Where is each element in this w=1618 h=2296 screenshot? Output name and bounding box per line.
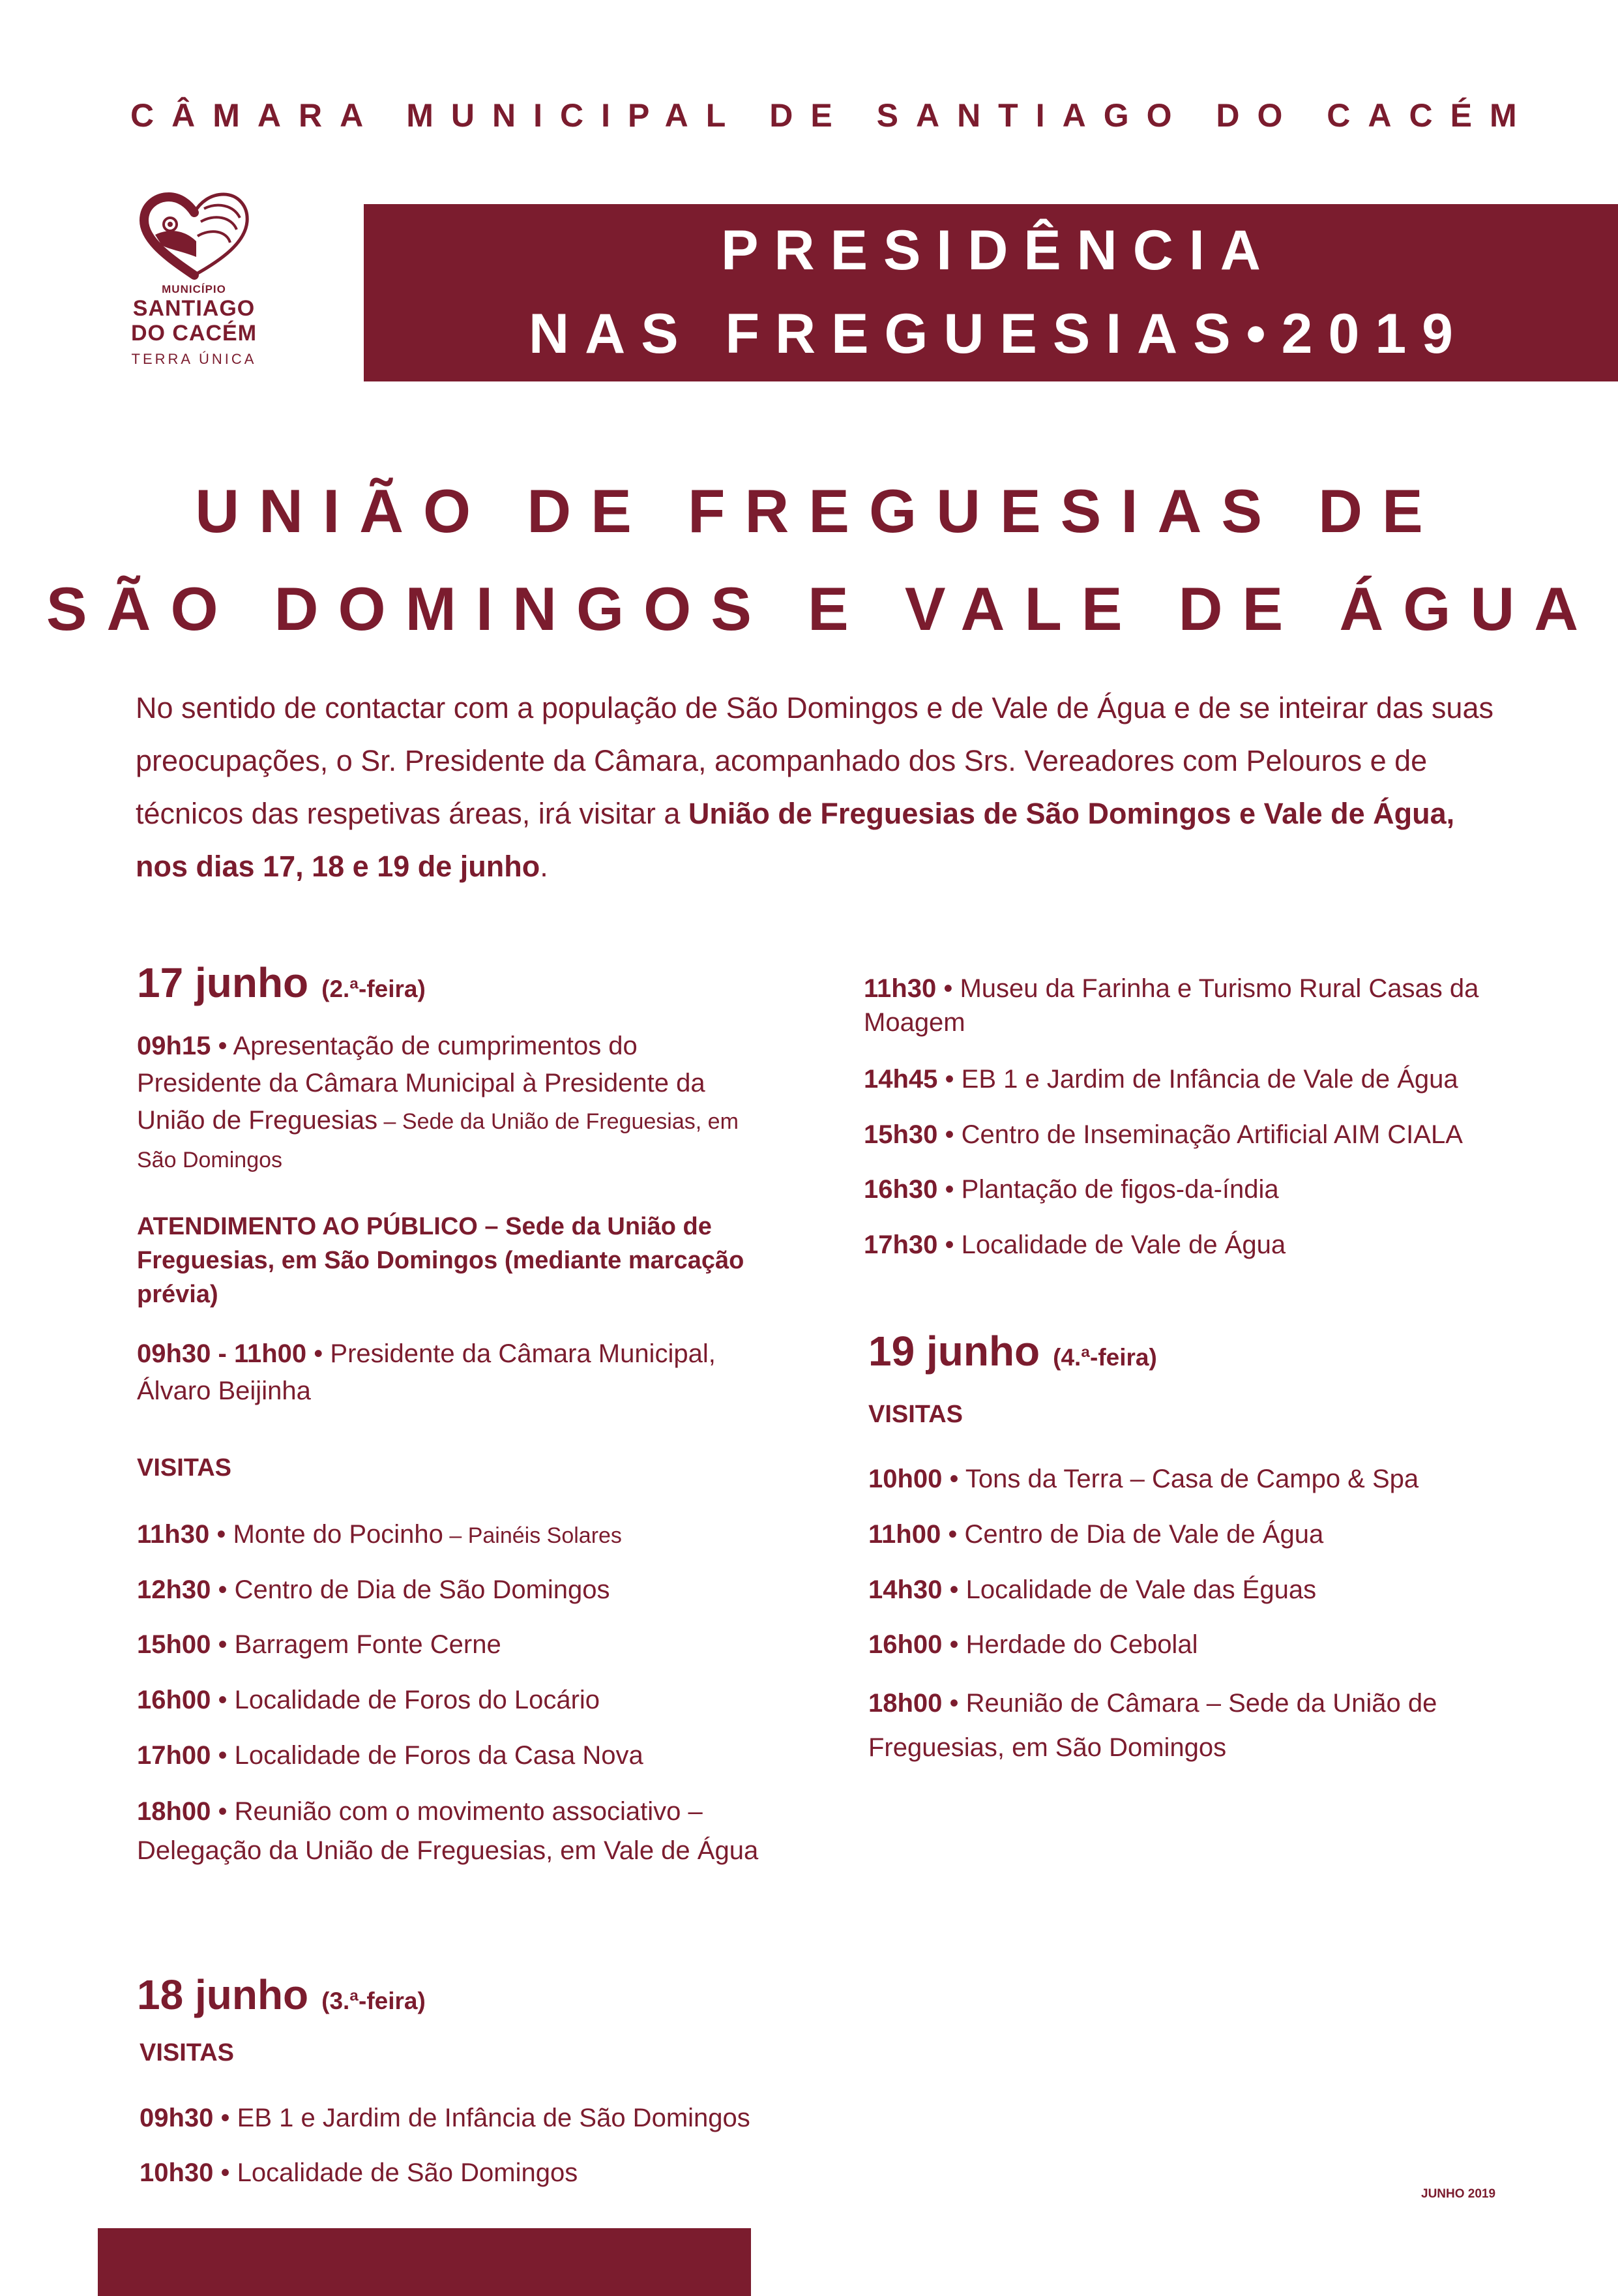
day-17-visit-3 bbox=[137, 1626, 789, 1663]
item-text: • EB 1 e Jardim de Infância de São Domingos bbox=[213, 2104, 750, 2132]
municipality-header: CÂMARA MUNICIPAL DE SANTIAGO DO CACÉM bbox=[130, 97, 1535, 134]
item-text: • Centro de Inseminação Artificial AIM CIALA bbox=[937, 1120, 1463, 1149]
item-time: 15h30 bbox=[864, 1120, 938, 1149]
logo-tagline: TERRA ÚNICA bbox=[131, 351, 257, 367]
item-time: 14h30 bbox=[868, 1575, 943, 1604]
day-18-visit-3 bbox=[864, 972, 1503, 1039]
item-text: • Reunião com o movimento associativo – Delegação da União de Freguesias, em Vale de Água bbox=[137, 1797, 759, 1865]
item-time: 18h00 bbox=[137, 1797, 211, 1826]
item-text: • Localidade de Foros da Casa Nova bbox=[211, 1741, 643, 1770]
day-18-date: 18 junho bbox=[137, 1971, 309, 2018]
item-time: 17h00 bbox=[137, 1741, 211, 1770]
item-text: • Herdade do Cebolal bbox=[942, 1630, 1198, 1659]
item-time: 16h30 bbox=[864, 1175, 938, 1204]
item-time: 09h30 bbox=[140, 2104, 214, 2132]
day-17-heading bbox=[137, 959, 426, 1007]
day-18-visit-7 bbox=[864, 1227, 1516, 1264]
item-time: 09h30 - 11h00 bbox=[137, 1339, 307, 1368]
day-18-visit-6 bbox=[864, 1171, 1516, 1208]
intro-end: . bbox=[540, 850, 548, 883]
item-text: • Monte do Pocinho bbox=[209, 1520, 443, 1549]
day-19-visit-5 bbox=[868, 1681, 1494, 1770]
logo-name-line2: DO CACÉM bbox=[130, 321, 257, 346]
item-text: • Barragem Fonte Cerne bbox=[211, 1630, 501, 1659]
day-19-visit-2 bbox=[868, 1516, 1520, 1553]
day-17-weekday: (2.ª-feira) bbox=[321, 976, 426, 1002]
logo-municipio-label: MUNICÍPIO bbox=[162, 283, 226, 295]
item-text: • Centro de Dia de São Domingos bbox=[211, 1575, 610, 1604]
day-18-heading bbox=[137, 1971, 426, 2019]
day-17-visit-6 bbox=[137, 1792, 769, 1870]
item-time: 09h15 bbox=[137, 1032, 211, 1060]
item-text: • Localidade de Foros do Locário bbox=[211, 1686, 600, 1714]
day-17-date: 17 junho bbox=[137, 959, 309, 1006]
item-time: 18h00 bbox=[868, 1689, 943, 1718]
day-19-visit-3 bbox=[868, 1572, 1520, 1609]
item-text: • Apresentação de cumprimentos do Presidente da Câmara Municipal à Presidente da União de Freguesias bbox=[137, 1032, 705, 1135]
footer-date: JUNHO 2019 bbox=[1421, 2187, 1496, 2201]
day-18-visit-5 bbox=[864, 1116, 1516, 1154]
item-time: 17h30 bbox=[864, 1230, 938, 1259]
item-time: 11h00 bbox=[868, 1520, 941, 1549]
day-19-date: 19 junho bbox=[868, 1328, 1040, 1375]
intro-text: No sentido de contactar com a população de São Domingos e de Vale de Água e de se inteirar das suas preocupações, o Sr. Presidente da Câmara, acompanhado dos Srs. Vereadores com Pelouros e de técnicos das respetivas áreas, irá visitar a bbox=[136, 691, 1493, 830]
item-time: 11h30 bbox=[137, 1520, 210, 1549]
item-text: • Localidade de Vale de Água bbox=[937, 1230, 1286, 1259]
municipality-logo bbox=[124, 189, 264, 385]
day-17-visit-1 bbox=[137, 1516, 789, 1555]
item-text: • Localidade de Vale das Éguas bbox=[942, 1575, 1317, 1604]
item-time: 14h45 bbox=[864, 1065, 938, 1094]
intro-bold: União de Freguesias de São Domingos e Vale de Água, nos dias 17, 18 e 19 de junho bbox=[136, 797, 1455, 883]
item-text: • Centro de Dia de Vale de Água bbox=[941, 1520, 1324, 1549]
day-17-visit-5 bbox=[137, 1737, 789, 1774]
day-17-item-1 bbox=[137, 1028, 769, 1179]
day-17-visit-4 bbox=[137, 1682, 789, 1719]
day-18-visit-2 bbox=[140, 2154, 791, 2192]
intro-paragraph bbox=[136, 681, 1498, 893]
day-19-heading bbox=[868, 1327, 1157, 1375]
day-19-visitas-label: VISITAS bbox=[868, 1401, 963, 1428]
item-text: • Presidente da Câmara Municipal, Álvaro Beijinha bbox=[137, 1339, 716, 1405]
footer-bar bbox=[98, 2228, 751, 2296]
item-text: • EB 1 e Jardim de Infância de Vale de Água bbox=[937, 1065, 1458, 1094]
day-18-visit-4 bbox=[864, 1061, 1516, 1098]
title-banner bbox=[364, 204, 1618, 381]
day-19-weekday: (4.ª-feira) bbox=[1053, 1344, 1157, 1371]
item-time: 15h00 bbox=[137, 1630, 211, 1659]
item-small: – Painéis Solares bbox=[443, 1523, 622, 1548]
day-18-visitas-label: VISITAS bbox=[140, 2039, 234, 2066]
main-title-line1: UNIÃO DE FREGUESIAS DE bbox=[195, 477, 1443, 545]
item-time: 16h00 bbox=[137, 1686, 211, 1714]
item-time: 10h30 bbox=[140, 2158, 214, 2187]
item-time: 10h00 bbox=[868, 1465, 943, 1493]
item-time: 16h00 bbox=[868, 1630, 943, 1659]
day-19-visit-1 bbox=[868, 1461, 1520, 1498]
item-text: • Museu da Farinha e Turismo Rural Casas da Moagem bbox=[864, 974, 1479, 1037]
day-17-atendimento: ATENDIMENTO AO PÚBLICO – Sede da União de Freguesias, em São Domingos (mediante marcação prévia) bbox=[137, 1213, 744, 1308]
day-18-visit-1 bbox=[140, 2100, 791, 2137]
day-17-item-2 bbox=[137, 1335, 769, 1410]
main-title-line2: SÃO DOMINGOS E VALE DE ÁGUA bbox=[46, 574, 1598, 643]
item-text: • Localidade de São Domingos bbox=[213, 2158, 578, 2187]
day-17-visitas-label: VISITAS bbox=[137, 1454, 231, 1482]
logo-name-line1: SANTIAGO bbox=[132, 296, 256, 321]
heart-logo-icon bbox=[132, 189, 256, 280]
item-text: • Reunião de Câmara – Sede da União de Freguesias, em São Domingos bbox=[868, 1689, 1437, 1762]
day-18-weekday: (3.ª-feira) bbox=[321, 1988, 426, 2014]
banner-line2: NAS FREGUESIAS•2019 bbox=[529, 303, 1469, 365]
banner-line1: PRESIDÊNCIA bbox=[721, 219, 1276, 282]
day-19-visit-4 bbox=[868, 1626, 1520, 1663]
day-17-visit-2 bbox=[137, 1572, 789, 1609]
item-text: • Tons da Terra – Casa de Campo & Spa bbox=[942, 1465, 1419, 1493]
item-time: 11h30 bbox=[864, 974, 937, 1003]
item-text: • Plantação de figos-da-índia bbox=[937, 1175, 1279, 1204]
item-time: 12h30 bbox=[137, 1575, 211, 1604]
item-small: – Sede da União de Freguesias, em São Domingos bbox=[137, 1109, 739, 1172]
